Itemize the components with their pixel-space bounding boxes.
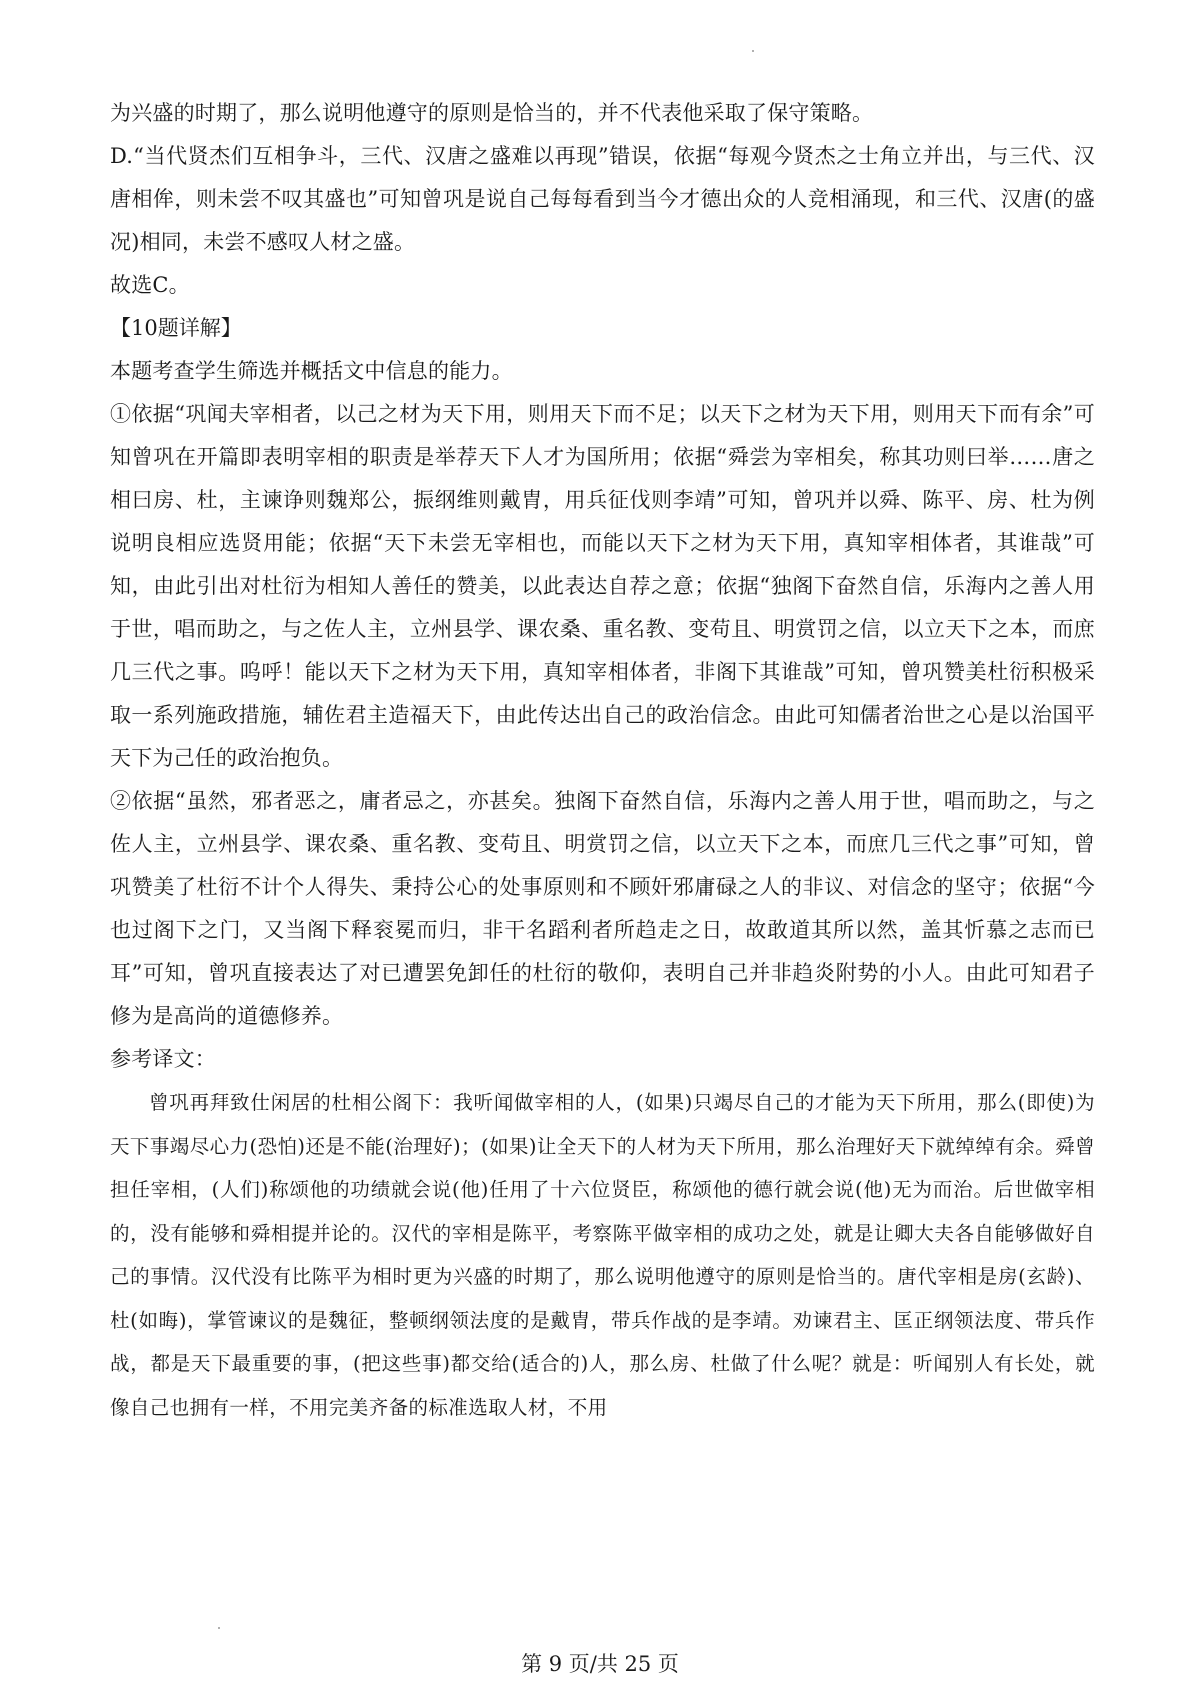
paragraph-point-2: ②依据“虽然，邪者恶之，庸者忌之，亦甚矣。独阁下奋然自信，乐海内之善人用于世，唱而助之，与之佐人主，立州县学、课农桑、重名教、变苟且、明赏罚之信，以立天下之本，而庶几三代之事”可知，曾巩赞美了杜衍不计个人得失、秉持公心的处事原则和不顾奸邪庸碌之人的非议、对信念的坚守；依据“今也过阁下之门，又当阁下释衮冕而归，非干名蹈利者所趋走之日，故敢道其所以然，盖其忻慕之志而已耳”可知，曾巩直接表达了对已遭罢免卸任的杜衍的敬仰，表明自己并非趋炎附势的小人。由此可知君子修为是高尚的道德修养。 bbox=[110, 789, 1095, 1028]
paragraph-intro: 本题考查学生筛选并概括文中信息的能力。 bbox=[110, 359, 513, 383]
paragraph-continuation: 为兴盛的时期了，那么说明他遵守的原则是恰当的，并不代表他采取了保守策略。 bbox=[110, 101, 874, 125]
question-10-heading: 【10题详解】 bbox=[110, 316, 242, 340]
paragraph-point-1: ①依据“巩闻夫宰相者，以己之材为天下用，则用天下而不足；以天下之材为天下用，则用天下而有余”可知曾巩在开篇即表明宰相的职责是举荐天下人才为国所用；依据“舜尝为宰相矣，称其功则曰举……唐之相曰房、杜，主谏诤则魏郑公，振纲维则戴胄，用兵征伐则李靖”可知，曾巩并以舜、陈平、房、杜为例说明良相应选贤用能；依据“天下未尝无宰相也，而能以天下之材为天下用，真知宰相体者，其谁哉”可知，由此引出对杜衍为相知人善任的赞美，以此表达自荐之意；依据“独阁下奋然自信，乐海内之善人用于世，唱而助之，与之佐人主，立州县学、课农桑、重名教、变苟且、明赏罚之信，以立天下之本，而庶几三代之事。呜呼！能以天下之材为天下用，真知宰相体者，非阁下其谁哉”可知，曾巩赞美杜衍积极采取一系列施政措施，辅佐君主造福天下，由此传达出自己的政治信念。由此可知儒者治世之心是以治国平天下为己任的政治抱负。 bbox=[110, 402, 1095, 770]
translation-text: 曾巩再拜致仕闲居的杜相公阁下：我听闻做宰相的人，(如果)只竭尽自己的才能为天下所用，那么(即使)为天下事竭尽心力(恐怕)还是不能(治理好)；(如果)让全天下的人材为天下所用，那么治理好天下就绰绰有余。舜曾担任宰相，(人们)称颂他的功绩就会说(他)任用了十六位贤臣，称颂他的德行就会说(他)无为而治。后世做宰相的，没有能够和舜相提并论的。汉代的宰相是陈平，考察陈平做宰相的成功之处，就是让卿大夫各自能够做好自己的事情。汉代没有比陈平为相时更为兴盛的时期了，那么说明他遵守的原则是恰当的。唐代宰相是房(玄龄)、杜(如晦)，掌管谏议的是魏征，整顿纲领法度的是戴胄，带兵作战的是李靖。劝谏君主、匡正纲领法度、带兵作战，都是天下最重要的事，(把这些事)都交给(适合的)人，那么房、杜做了什么呢？就是：听闻别人有长处，就像自己也拥有一样，不用完美齐备的标准选取人材，不用 bbox=[110, 1091, 1095, 1419]
paragraph-answer: 故选C。 bbox=[110, 273, 190, 297]
scan-speck bbox=[218, 1627, 220, 1629]
scan-speck bbox=[752, 50, 754, 52]
paragraph-option-d: D.“当代贤杰们互相争斗，三代、汉唐之盛难以再现”错误，依据“每观今贤杰之士角立并出，与三代、汉唐相侔，则未尝不叹其盛也”可知曾巩是说自己每每看到当今才德出众的人竞相涌现，和三代、汉唐(的盛况)相同，未尝不感叹人材之盛。 bbox=[110, 144, 1095, 254]
translation-label: 参考译文： bbox=[110, 1047, 216, 1071]
document-page bbox=[110, 92, 1095, 1429]
page-number: 第 9 页/共 25 页 bbox=[521, 1652, 679, 1676]
